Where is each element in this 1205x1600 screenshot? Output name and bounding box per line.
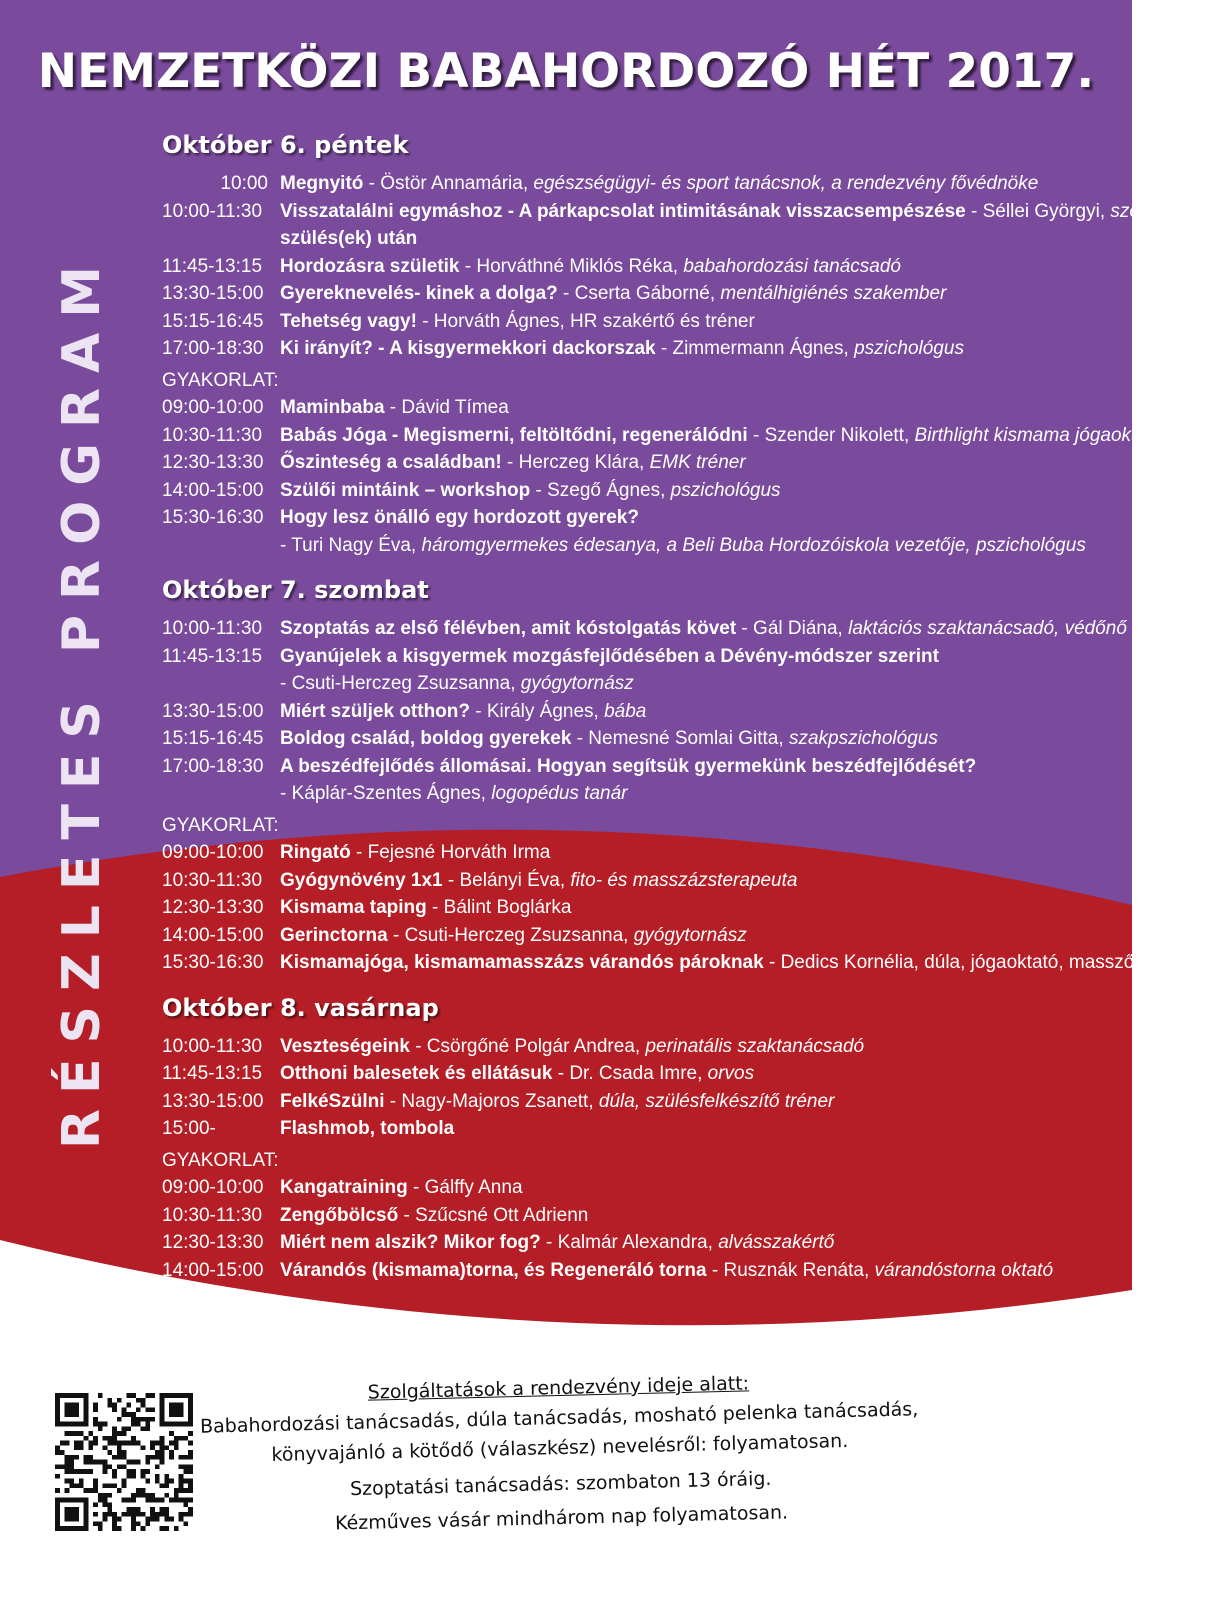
session-text bbox=[280, 1088, 1122, 1116]
workshop-label: GYAKORLAT: bbox=[162, 369, 279, 391]
workshop-row bbox=[162, 477, 1122, 505]
speaker-role: pszichológus bbox=[854, 338, 964, 359]
speaker-role: mentálhigiénés szakember bbox=[720, 283, 947, 304]
talk-row bbox=[162, 335, 1122, 363]
session-text bbox=[280, 280, 1122, 308]
qr-code[interactable] bbox=[55, 1393, 193, 1531]
services-line: Szoptatási tanácsadás: szombaton 13 óráig. bbox=[349, 1467, 772, 1501]
workshop-row bbox=[162, 1229, 1122, 1257]
time-slot: 15:15-16:45 bbox=[162, 310, 264, 332]
speaker-role: EMK tréner bbox=[649, 452, 746, 473]
speaker: - Csörgőné Polgár Andrea, bbox=[409, 1035, 646, 1057]
workshop-row bbox=[162, 949, 1141, 977]
time-slot: 12:30-13:30 bbox=[162, 452, 264, 473]
day-heading: Október 8. vasárnap bbox=[162, 993, 439, 1022]
speaker: - Szender Nikolett, bbox=[747, 424, 915, 446]
workshop-row bbox=[162, 867, 1122, 895]
session-title: Várandós (kismama)torna, és Regeneráló torna bbox=[280, 1259, 707, 1281]
time-slot: 15:30-16:30 bbox=[162, 952, 264, 973]
time-slot: 10:30-11:30 bbox=[162, 424, 263, 446]
session-title: Maminbaba bbox=[280, 397, 385, 418]
speaker: - Herczeg Klára, bbox=[501, 452, 650, 473]
speaker-role: perinatális szaktanácsadó bbox=[645, 1035, 865, 1057]
session-text bbox=[280, 949, 1141, 977]
session-title: Kismama taping bbox=[280, 897, 427, 918]
speaker-role: bába bbox=[604, 700, 647, 722]
time-slot: 10:30-11:30 bbox=[162, 1204, 263, 1226]
day-heading: Október 7. szombat bbox=[162, 576, 429, 604]
session-text bbox=[280, 335, 1122, 363]
time-slot: 10:30-11:30 bbox=[162, 869, 263, 891]
time-slot: 15:30-16:30 bbox=[162, 507, 264, 528]
session-title: Boldog család, boldog gyerekek bbox=[280, 728, 572, 749]
time-slot: 10:00-11:30 bbox=[162, 618, 263, 639]
speaker: - Horváth Ágnes, HR szakértő és tréner bbox=[416, 310, 755, 332]
session-text bbox=[280, 477, 1122, 505]
time-slot: 13:30-15:00 bbox=[162, 1090, 264, 1112]
speaker: - Bálint Boglárka bbox=[426, 897, 572, 918]
time-slot: 09:00-10:00 bbox=[162, 842, 264, 863]
speaker: - Káplár-Szentes Ágnes, bbox=[280, 783, 492, 804]
services-block bbox=[198, 1364, 922, 1542]
speaker-role: egészségügyi- és sport tanácsnok, a rendezvény fővédnöke bbox=[533, 173, 1039, 194]
talk-row bbox=[162, 725, 1122, 753]
time-slot: 13:30-15:00 bbox=[162, 700, 264, 722]
speaker-role: alvásszakértő bbox=[718, 1232, 835, 1253]
session-text bbox=[280, 1115, 1122, 1143]
time-slot: 14:00-15:00 bbox=[162, 479, 264, 501]
time-slot: 13:30-15:00 bbox=[162, 283, 264, 304]
talk-row bbox=[162, 170, 1122, 198]
speaker: - Dedics Kornélia, dúla, jógaoktató, masszőr bbox=[763, 952, 1141, 973]
session-title: Tehetség vagy! bbox=[280, 310, 417, 332]
speaker: - Csuti-Herczeg Zsuzsanna, bbox=[280, 673, 521, 694]
speaker-role: logopédus tanár bbox=[491, 783, 628, 804]
time-slot: 17:00-18:30 bbox=[162, 338, 264, 359]
session-text bbox=[280, 422, 1163, 450]
session-text bbox=[280, 1033, 1122, 1061]
session-continuation bbox=[162, 532, 1122, 560]
session-text bbox=[280, 698, 1122, 726]
speaker: - Östör Annamária, bbox=[363, 173, 534, 194]
speaker: - Dávid Tímea bbox=[384, 397, 509, 418]
session-title: Gerinctorna bbox=[280, 924, 388, 946]
session-text bbox=[280, 1257, 1122, 1285]
session-title: Ringató bbox=[280, 842, 351, 863]
side-title: RÉSZLETES PROGRAM bbox=[52, 251, 112, 1149]
speaker-role: dúla, szülésfelkészítő tréner bbox=[598, 1090, 835, 1112]
session-title: Gyanújelek a kisgyermek mozgásfejlődésében a Dévény-módszer szerint bbox=[280, 645, 939, 667]
speaker: - Séllei Györgyi, bbox=[965, 200, 1111, 222]
session-title: Gyereknevelés- kinek a dolga? bbox=[280, 283, 558, 304]
speaker-role: orvos bbox=[707, 1063, 755, 1084]
session-text bbox=[280, 449, 1122, 477]
speaker-role: laktációs szaktanácsadó, védőnő bbox=[848, 618, 1127, 639]
session-text bbox=[280, 839, 1122, 867]
talk-row bbox=[162, 1060, 1122, 1088]
session-title: Hordozásra születik bbox=[280, 255, 460, 277]
session-text bbox=[280, 1202, 1122, 1230]
services-line: Babahordozási tanácsadás, dúla tanácsadás, mosható pelenka tanácsadás, bbox=[199, 1398, 919, 1438]
session-title: Kangatraining bbox=[280, 1177, 408, 1198]
session-title: Őszinteség a családban! bbox=[280, 452, 502, 473]
session-text bbox=[280, 1060, 1122, 1088]
time-slot: 09:00-10:00 bbox=[162, 1177, 264, 1198]
speaker: - Dr. Csada Imre, bbox=[552, 1063, 708, 1084]
speaker: - Nemesné Somlai Gitta, bbox=[571, 728, 789, 749]
speaker: - Zimmermann Ágnes, bbox=[655, 338, 855, 359]
speaker: - Szegő Ágnes, bbox=[530, 479, 671, 501]
talk-row bbox=[162, 615, 1127, 643]
time-slot: 15:15-16:45 bbox=[162, 728, 264, 749]
time-slot: 10:00-11:30 bbox=[162, 1035, 263, 1057]
session-title: Gyógynövény 1x1 bbox=[280, 869, 443, 891]
session-continuation bbox=[162, 225, 1122, 253]
speaker-role: háromgyermekes édesanya, a Beli Buba Hordozóiskola vezetője, pszichológus bbox=[421, 534, 1086, 556]
time-slot: 10:00 bbox=[220, 173, 268, 194]
speaker-role: babahordozási tanácsadó bbox=[683, 255, 901, 277]
session-text bbox=[280, 1229, 1122, 1257]
speaker: - Belányi Éva, bbox=[442, 869, 571, 891]
talk-row bbox=[162, 698, 1122, 726]
speaker-role: gyógytornász bbox=[633, 924, 747, 946]
session-title: Zengőbölcső bbox=[280, 1204, 399, 1226]
talk-row bbox=[162, 308, 1122, 336]
session-title: A beszédfejlődés állomásai. Hogyan segítsük gyermekünk beszédfejlődését? bbox=[280, 755, 977, 777]
workshop-label: GYAKORLAT: bbox=[162, 1149, 279, 1171]
session-text bbox=[280, 253, 1122, 281]
session-title: Szülői mintáink – workshop bbox=[280, 479, 531, 501]
session-text bbox=[280, 922, 1122, 950]
time-slot: 11:45-13:15 bbox=[162, 645, 263, 667]
speaker: - Gál Diána, bbox=[736, 618, 849, 639]
workshop-row bbox=[162, 449, 1122, 477]
speaker: - Cserta Gáborné, bbox=[557, 283, 721, 304]
session-title: Miért szüljek otthon? bbox=[280, 700, 470, 722]
page-title: NEMZETKÖZI BABAHORDOZÓ HÉT 2017. bbox=[37, 44, 1095, 99]
speaker: - Horváthné Miklós Réka, bbox=[459, 255, 684, 277]
workshop-row bbox=[162, 1257, 1122, 1285]
services-heading: Szolgáltatások a rendezvény ideje alatt: bbox=[367, 1372, 750, 1404]
time-slot: 15:00- bbox=[162, 1118, 216, 1139]
session-continuation bbox=[162, 780, 1122, 808]
session-continuation bbox=[162, 670, 1122, 698]
time-slot: 12:30-13:30 bbox=[162, 897, 264, 918]
services-line: könyvajánló a kötődő (válaszkész) nevelésről: folyamatosan. bbox=[271, 1429, 849, 1467]
speaker: - Fejesné Horváth Irma bbox=[350, 842, 551, 863]
time-slot: 10:00-11:30 bbox=[162, 200, 263, 222]
session-title: Kismamajóga, kismamamasszázs várandós pároknak bbox=[280, 952, 764, 973]
talk-row bbox=[162, 643, 1122, 671]
session-text bbox=[280, 753, 1122, 781]
workshop-label: GYAKORLAT: bbox=[162, 814, 279, 836]
speaker: - Király Ágnes, bbox=[470, 700, 605, 722]
speaker: - Turi Nagy Éva, bbox=[280, 534, 422, 556]
speaker-role: várandóstorna oktató bbox=[874, 1259, 1054, 1281]
talk-row bbox=[162, 753, 1122, 781]
session-title: Hogy lesz önálló egy hordozott gyerek? bbox=[280, 507, 639, 528]
session-text bbox=[280, 170, 1122, 198]
speaker-role: szakpszichológus bbox=[788, 728, 938, 749]
speaker-role: fito- és masszázsterapeuta bbox=[570, 869, 798, 891]
session-title: Visszatalálni egymáshoz - A párkapcsolat intimitásának visszacsempészése bbox=[280, 200, 966, 222]
session-text bbox=[280, 867, 1122, 895]
speaker-role: pszichológus bbox=[670, 479, 781, 501]
session-title: FelkéSzülni bbox=[280, 1090, 385, 1112]
workshop-row bbox=[162, 394, 1122, 422]
time-slot: 14:00-15:00 bbox=[162, 924, 264, 946]
workshop-row bbox=[162, 839, 1122, 867]
speaker: - Gálffy Anna bbox=[407, 1177, 523, 1198]
workshop-row bbox=[162, 1174, 1122, 1202]
session-title: Veszteségeink bbox=[280, 1035, 410, 1057]
time-slot: 14:00-15:00 bbox=[162, 1259, 264, 1281]
session-text bbox=[280, 894, 1122, 922]
talk-row bbox=[162, 280, 1122, 308]
speaker: - Csuti-Herczeg Zsuzsanna, bbox=[387, 924, 634, 946]
day-spacer bbox=[162, 977, 1122, 991]
day-spacer bbox=[162, 559, 1122, 573]
session-text bbox=[280, 198, 1205, 226]
session-title: Megnyitó bbox=[280, 173, 364, 194]
talk-row bbox=[162, 1115, 1122, 1143]
time-slot: 12:30-13:30 bbox=[162, 1232, 264, 1253]
session-title-cont: szülés(ek) után bbox=[280, 228, 418, 249]
talk-row bbox=[162, 198, 1205, 226]
speaker-role: szexológus bbox=[1110, 200, 1205, 222]
speaker-role: Birthlight kismama jógaoktató bbox=[914, 424, 1163, 446]
session-text bbox=[280, 394, 1122, 422]
session-title: Flashmob, tombola bbox=[280, 1118, 455, 1139]
speaker: - Rusznák Renáta, bbox=[706, 1259, 875, 1281]
speaker-role: gyógytornász bbox=[520, 673, 634, 694]
time-slot: 09:00-10:00 bbox=[162, 397, 264, 418]
session-text bbox=[280, 643, 1122, 671]
workshop-row bbox=[162, 894, 1122, 922]
session-title: Babás Jóga - Megismerni, feltöltődni, regenerálódni bbox=[280, 424, 748, 446]
session-text bbox=[280, 504, 1122, 532]
workshop-row bbox=[162, 504, 1122, 532]
session-title: Miért nem alszik? Mikor fog? bbox=[280, 1232, 547, 1253]
day-heading: Október 6. péntek bbox=[162, 131, 409, 159]
speaker: - Nagy-Majoros Zsanett, bbox=[384, 1090, 599, 1112]
session-text bbox=[280, 615, 1127, 643]
workshop-row bbox=[162, 422, 1163, 450]
session-title: Otthoni balesetek és ellátásuk bbox=[280, 1063, 553, 1084]
speaker: - Szűcsné Ott Adrienn bbox=[398, 1204, 589, 1226]
services-line: Kézműves vásár mindhárom nap folyamatosan. bbox=[334, 1501, 789, 1535]
schedule bbox=[162, 128, 1205, 1284]
time-slot: 11:45-13:15 bbox=[162, 1063, 263, 1084]
workshop-row bbox=[162, 922, 1122, 950]
speaker: - Kalmár Alexandra, bbox=[546, 1232, 719, 1253]
time-slot: 17:00-18:30 bbox=[162, 755, 264, 777]
session-title: Szoptatás az első félévben, amit kóstolgatás követ bbox=[280, 618, 737, 639]
time-slot: 11:45-13:15 bbox=[162, 255, 263, 277]
session-text bbox=[280, 725, 1122, 753]
talk-row bbox=[162, 1088, 1122, 1116]
session-title: Ki irányít? - A kisgyermekkori dackorszak bbox=[280, 338, 656, 359]
session-text bbox=[280, 1174, 1122, 1202]
workshop-row bbox=[162, 1202, 1122, 1230]
talk-row bbox=[162, 253, 1122, 281]
talk-row bbox=[162, 1033, 1122, 1061]
session-text bbox=[280, 308, 1122, 336]
